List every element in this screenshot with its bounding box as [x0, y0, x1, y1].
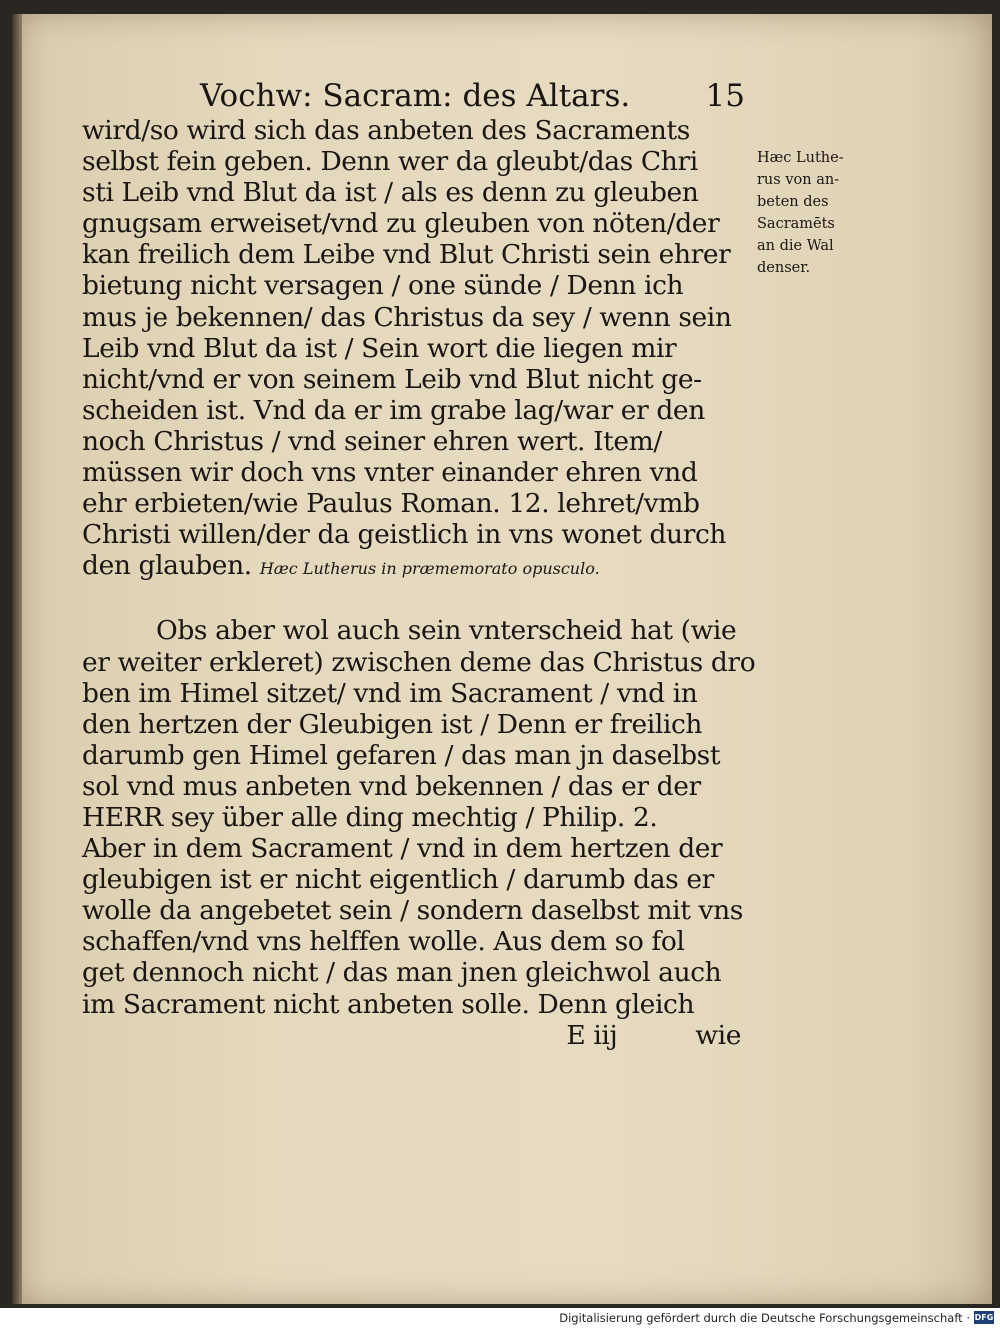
text-line: sol vnd mus anbeten vnd bekennen / das er der: [82, 770, 701, 802]
text-line: bietung nicht versagen / one sünde / Denn ich: [82, 270, 684, 302]
text-line: Leib vnd Blut da ist / Sein wort die liegen mir: [82, 332, 677, 364]
final-words: den glauben.: [82, 550, 252, 582]
text-line: ben im Himel sitzet/ vnd im Sacrament / vnd in: [82, 677, 698, 709]
text-line: gleubigen ist er nicht eigentlich / darumb das er: [82, 864, 714, 896]
catchword: wie: [695, 1019, 741, 1051]
text-line: nicht/vnd er von seinem Leib vnd Blut nicht ge-: [82, 363, 702, 395]
marginal-line: beten des: [757, 194, 829, 210]
text-line: er weiter erkleret) zwischen deme das Christus dro: [82, 646, 756, 678]
dfg-logo-icon: DFG: [974, 1313, 994, 1322]
marginal-line: an die Wal: [757, 238, 834, 254]
text-line: wird/so wird sich das anbeten des Sacraments: [82, 115, 690, 146]
text-line: darumb gen Himel gefaren / das man jn daselbst: [82, 739, 721, 771]
latin-citation: Hæc Lutherus in præmemorato opusculo.: [259, 559, 600, 579]
text-line-final: [82, 550, 747, 581]
text-line: selbst fein geben. Denn wer da gleubt/das Chri: [82, 146, 698, 178]
text-line: im Sacrament nicht anbeten solle. Denn gleich: [82, 988, 695, 1020]
text-line: ehr erbieten/wie Paulus Roman. 12. lehret/vmb: [82, 488, 700, 520]
paragraph-gap: [82, 581, 747, 615]
paragraph-2: [82, 615, 756, 1020]
text-line: kan freilich dem Leibe vnd Blut Christi sein ehrer: [82, 239, 731, 271]
text-line: gnugsam erweiset/vnd zu gleuben von nöten/der: [82, 208, 720, 240]
marginal-line: rus von an-: [757, 172, 840, 188]
text-line: Aber in dem Sacrament / vnd in dem hertzen der: [82, 833, 723, 865]
text-line: noch Christus / vnd seiner ehren wert. Item/: [82, 425, 662, 457]
text-line: HERR sey über alle ding mechtig / Philip. 2.: [82, 801, 658, 833]
text-line: müssen wir doch vns vnter einander ehren vnd: [82, 457, 698, 489]
text-line: den hertzen der Gleubigen ist / Denn er freilich: [82, 708, 703, 740]
signature-catchword-line: [82, 1020, 747, 1051]
text-line: mus je bekennen/ das Christus da sey / wenn sein: [82, 301, 732, 333]
paragraph-1: [82, 115, 747, 581]
marginal-note: [757, 147, 887, 279]
running-title: Vochw: Sacram: des Altars.: [200, 78, 631, 114]
text-line: scheiden ist. Vnd da er im grabe lag/war er den: [82, 394, 705, 426]
running-header: [200, 78, 745, 118]
page-number: 15: [705, 78, 745, 114]
digitization-footer: [0, 1308, 1000, 1328]
text-line: sti Leib vnd Blut da ist / als es denn zu gleuben: [82, 177, 699, 209]
text-line: Obs aber wol auch sein vnterscheid hat (wie: [156, 615, 737, 647]
text-line: wolle da angebetet sein / sondern daselbst mit vns: [82, 895, 743, 927]
book-spine-shadow: [12, 14, 22, 1304]
marginal-line: Hæc Luthe-: [757, 150, 844, 166]
text-line: Christi willen/der da geistlich in vns wonet durch: [82, 519, 727, 551]
signature-mark: E iij: [566, 1019, 618, 1051]
text-line: get dennoch nicht / das man jnen gleichwol auch: [82, 957, 722, 989]
marginal-line: denser.: [757, 260, 811, 276]
main-text-block: [82, 115, 756, 1051]
text-line: schaffen/vnd vns helffen wolle. Aus dem so fol: [82, 926, 685, 958]
marginal-line: Sacramēts: [757, 216, 835, 232]
funding-credit: Digitalisierung gefördert durch die Deutsche Forschungsgemeinschaft ·: [559, 1311, 970, 1325]
